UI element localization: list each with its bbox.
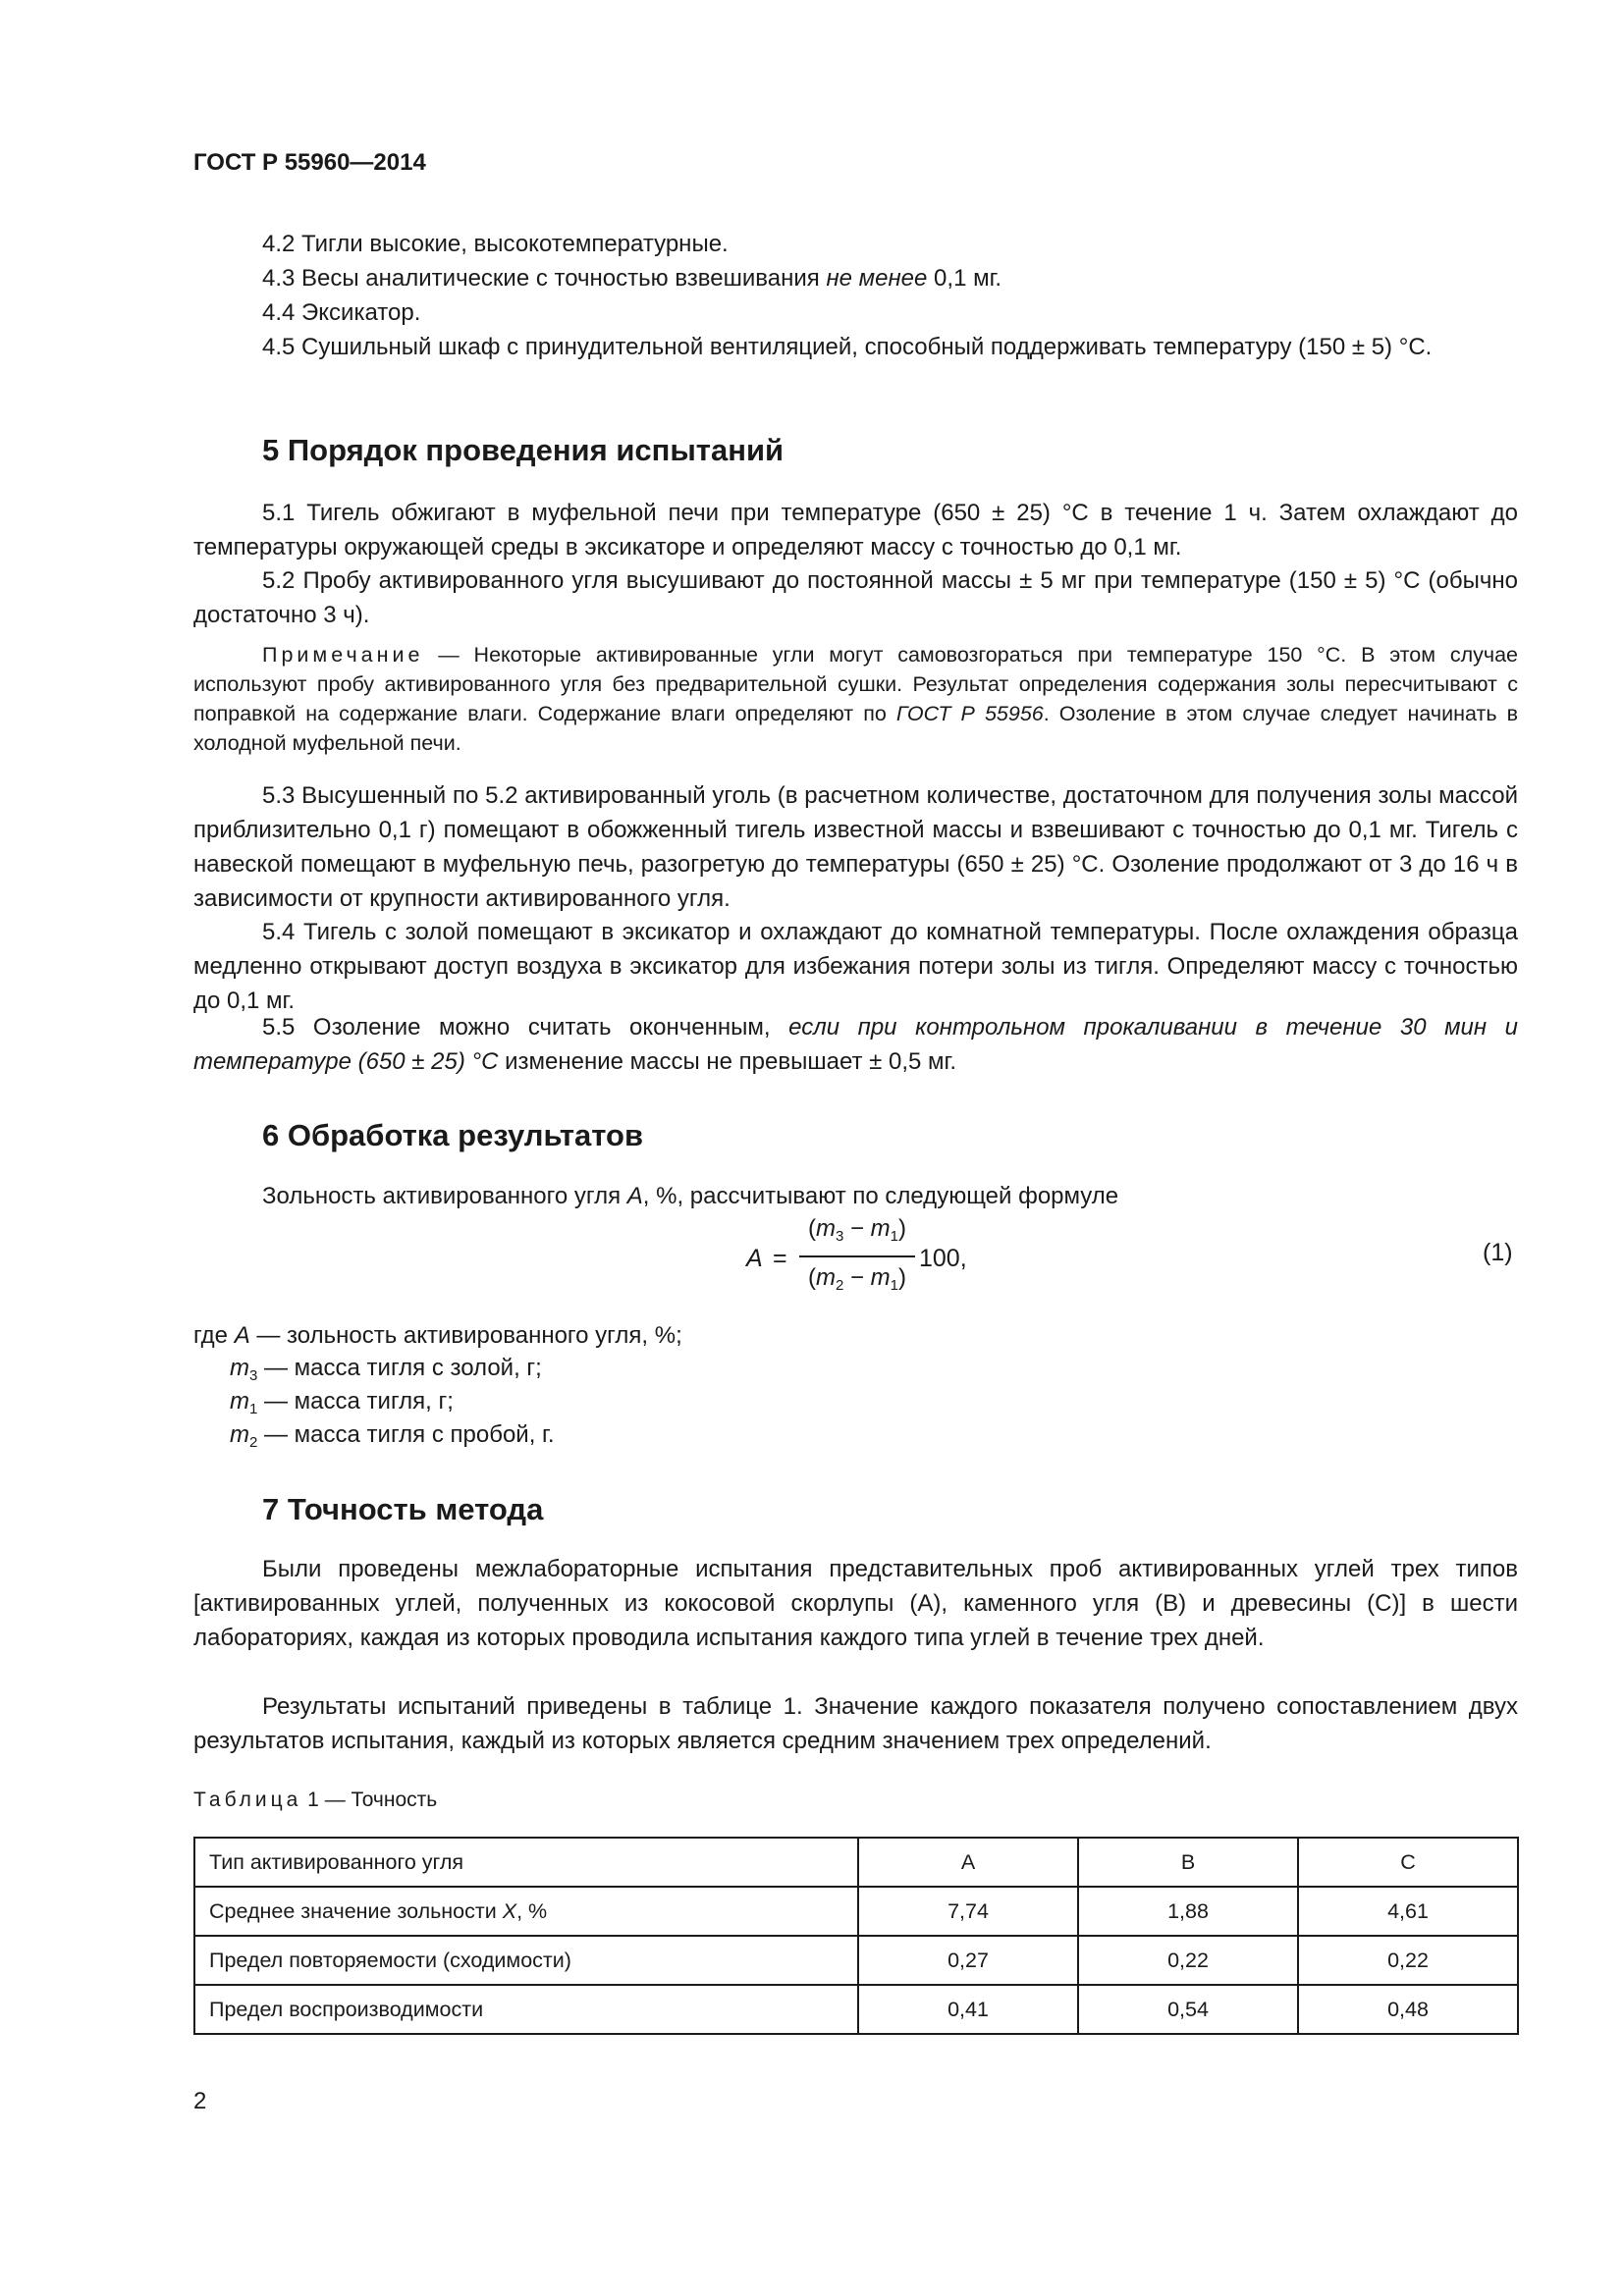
where-line-4: $m_2$ — масса тигля с пробой, г. — [230, 1421, 555, 1451]
para-7-2: Результаты испытаний приведены в таблице 1. Значение каждого показателя получено сопоставлением двух результатов испытания, каждый из которых является средним значением трех определений. — [193, 1693, 1518, 1754]
precision-table — [193, 1837, 1519, 2035]
table-cell: Среднее значение зольности X, % — [194, 1887, 858, 1936]
section-5-heading: 5 Порядок проведения испытаний — [262, 433, 785, 467]
para-5-1: 5.1 Тигель обжигают в муфельной печи при температуре (650 ± 25) °С в течение 1 ч. Затем охлаждают до температуры окружающей среды в эксикаторе и определяют массу с точностью до 0,1 мг. — [193, 500, 1518, 561]
item-4-3: 4.3 Весы аналитические с точностью взвешивания не менее 0,1 мг. — [262, 265, 1002, 292]
formula-numerator: $(m_3 - m_1)$ — [807, 1215, 907, 1245]
table-row — [194, 1985, 1518, 2034]
table-cell: 4,61 — [1298, 1887, 1518, 1936]
page-number: 2 — [193, 2088, 207, 2114]
note-label: Примечание — [262, 643, 424, 667]
formula-denominator: $(m_2 - m_1)$ — [807, 1264, 907, 1294]
table-caption: Таблица 1 — Точность — [193, 1789, 438, 1811]
table-cell: 0,54 — [1078, 1985, 1298, 2034]
section-7-heading: 7 Точность метода — [262, 1492, 544, 1526]
formula-number: (1) — [1483, 1239, 1513, 1266]
table-cell: Тип активированного угля — [194, 1838, 858, 1887]
para-5-2: 5.2 Пробу активированного угля высушивают до постоянной массы ± 5 мг при температуре (150 ± 5) °С (обычно достаточно 3 ч). — [193, 567, 1518, 628]
para-7-1: Были проведены межлабораторные испытания представительных проб активированных углей трех типов [активированных углей, полученных из кокосовой скорлупы (А), каменного угля (В) и древесины (С)] в шести лабораториях, каждая из которых проводила испытания каждого типа углей в течение трех дней. — [193, 1556, 1518, 1651]
where-line-1: где А — зольность активированного угля, %; — [193, 1322, 682, 1349]
note-paragraph: Примечание — Некоторые активированные угли могут самовозгораться при температуре 150 °С. В этом случае используют пробу активированного угля без предварительной сушки. Результат определения содержания золы пересчитывают с поправкой на содержание влаги. Содержание влаги определяют по ГОСТ Р 55956. Озоление в этом случае следует начинать в холодной муфельной печи. — [193, 643, 1518, 755]
table-cell: 0,41 — [858, 1985, 1078, 2034]
table-cell: 7,74 — [858, 1887, 1078, 1936]
item-4-2: 4.2 Тигли высокие, высокотемпературные. — [262, 231, 729, 257]
para-5-5: 5.5 Озоление можно считать оконченным, если при контрольном прокаливании в течение 30 мин и температуре (650 ± 25) °С изменение массы не превышает ± 0,5 мг. — [193, 1014, 1518, 1075]
table-cell: 0,22 — [1078, 1936, 1298, 1985]
para-5-3: 5.3 Высушенный по 5.2 активированный уголь (в расчетном количестве, достаточном для получения золы массой приблизительно 0,1 г) помещают в обожженный тигель известной массы и взвешивают с точностью до 0,1 мг. Тигель с навеской помещают в муфельную печь, разогретую до температуры (650 ± 25) °С. Озоление продолжают от 3 до 16 ч в зависимости от крупности активированного угля. — [193, 782, 1518, 912]
table-cell: А — [858, 1838, 1078, 1887]
table-row — [194, 1887, 1518, 1936]
section-6-heading: 6 Обработка результатов — [262, 1118, 644, 1152]
document-code: ГОСТ Р 55960—2014 — [193, 149, 426, 176]
table-cell: 0,27 — [858, 1936, 1078, 1985]
table-cell: В — [1078, 1838, 1298, 1887]
table-row — [194, 1936, 1518, 1985]
where-line-2: $m_3$ — масса тигля с золой, г; — [230, 1355, 542, 1384]
where-line-3: $m_1$ — масса тигля, г; — [230, 1388, 454, 1417]
fraction-bar — [799, 1255, 915, 1257]
table-cell: Предел воспроизводимости — [194, 1985, 858, 2034]
document-page: ГОСТ Р 55960—2014 4.2 Тигли высокие, высокотемпературные. 4.3 Весы аналитические с точностью взвешивания не менее 0,1 мг. 4.4 Эксикатор. 4.5 Сушильный шкаф с принудительной вентиляцией, способный поддерживать температуру (150 ± 5) °С. 5 Порядок проведения испытаний 5.1 Тигель обжигают в муфельной печи при температуре (650 ± 25) °С в течение 1 ч. Затем охлаждают до температуры окружающей среды в эксикаторе и определяют массу с точностью до 0,1 мг. 5.2 Пробу активированного угля высушивают до постоянной массы ± 5 мг при температуре (150 ± 5) °С (обычно достаточно 3 ч). Примечание — Некоторые активированные угли могут самовозгораться при температуре 150 °С. В этом случае используют пробу активированного угля без предварительной сушки. Результат определения содержания золы пересчитывают с поправкой на содержание влаги. Содержание влаги определяют по ГОСТ Р 55956. Озоление в этом случае следует начинать в холодной муфельной печи. 5.3 Высушенный по 5.2 активированный уголь (в расчетном количестве, достаточном для получения золы массой приблизительно 0,1 г) помещают в обожженный тигель известной массы и взвешивают с точностью до 0,1 мг. Тигель с навеской помещают в муфельную печь, разогретую до температуры (650 ± 25) °С. Озоление продолжают от 3 до 16 ч в зависимости от крупности активированного угля. 5.4 Тигель с золой помещают в эксикатор и охлаждают до комнатной температуры. После охлаждения образца медленно открывают доступ воздуха в эксикатор для избежания потери золы из тигля. Определяют массу с точностью до 0,1 мг. 5.5 Озоление можно считать оконченным, если при контрольном прокаливании в течение 30 мин и температуре (650 ± 25) °С изменение массы не превышает ± 0,5 мг. 6 Обработка результатов Зольность активированного угля А, %, рассчитывают по следующей формуле A = $(m_3 - m_1)$ $(m_2 - m_1)$ 100, (1) где А — зольность активированного угля, %; $m_3$ — масса тигля с золой, г; $m_1$ — масса тигля, г; $m_2$ — масса тигля с пробой, г. 7 Точность метода Были проведены межлабораторные испытания представительных проб активированных углей трех типов [активированных углей, полученных из кокосовой скорлупы (А), каменного угля (В) и древесины (С)] в шести лабораториях, каждая из которых проводила испытания каждого типа углей в течение трех дней. Результаты испытаний приведены в таблице 1. Значение каждого показателя получено сопоставлением двух результатов испытания, каждый из которых является средним значением трех определений. Таблица 1 — Точность Тип активированного угля А В С Среднее значение зольности X, % 7,74 1,88 4,61 Предел повторяемости (сходимости) 0,27 0,22 0,22 Предел воспроизводимости 0,41 0,54 0,48 2 — [193, 149, 1518, 2114]
table-cell: Предел повторяемости (сходимости) — [194, 1936, 858, 1985]
table-cell: 0,22 — [1298, 1936, 1518, 1985]
table-cell: 1,88 — [1078, 1887, 1298, 1936]
table-cell: С — [1298, 1838, 1518, 1887]
item-4-4: 4.4 Эксикатор. — [262, 299, 421, 326]
para-5-4: 5.4 Тигель с золой помещают в эксикатор и охлаждают до комнатной температуры. После охлаждения образца медленно открывают доступ воздуха в эксикатор для избежания потери золы из тигля. Определяют массу с точностью до 0,1 мг. — [193, 919, 1518, 1014]
formula-intro: Зольность активированного угля А, %, рассчитывают по следующей формуле — [262, 1183, 1119, 1209]
table-header-row — [194, 1838, 1518, 1887]
item-4-5: 4.5 Сушильный шкаф с принудительной вентиляцией, способный поддерживать температуру (150 ± 5) °С. — [262, 334, 1433, 360]
table-cell: 0,48 — [1298, 1985, 1518, 2034]
